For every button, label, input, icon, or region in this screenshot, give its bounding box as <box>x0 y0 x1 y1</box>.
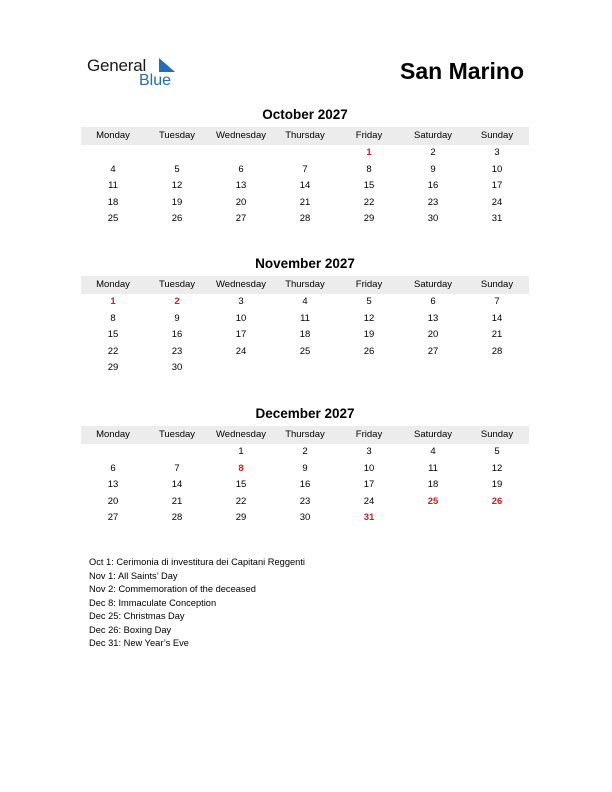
week-row <box>81 360 529 377</box>
day-cell: 19 <box>171 196 183 208</box>
day-cell <box>401 360 465 377</box>
weekday-label: Monday <box>96 429 130 440</box>
day-cell: 10 <box>235 312 247 324</box>
logo-text-blue: Blue <box>139 72 172 89</box>
day-cell: 22 <box>235 495 247 507</box>
day-cell: 23 <box>299 495 311 507</box>
day-cell: 10 <box>491 163 503 175</box>
day-cell: 18 <box>427 479 439 491</box>
weekday-label: Saturday <box>413 279 453 290</box>
day-cell: 18 <box>107 196 119 208</box>
weekday-label: Thursday <box>285 429 325 440</box>
weekday-label: Friday <box>355 279 383 290</box>
weekday-label: Tuesday <box>158 279 196 290</box>
day-cell: 5 <box>494 446 500 457</box>
day-cell: 26 <box>363 345 375 357</box>
weekday-header-row <box>81 426 529 444</box>
day-cell: 17 <box>235 329 247 341</box>
month-title: December 2027 <box>255 406 355 421</box>
day-cell: 18 <box>299 329 311 341</box>
week-row <box>81 494 529 511</box>
day-cell: 6 <box>430 296 436 307</box>
holiday-list-item: Dec 25: Christmas Day <box>89 611 185 621</box>
month-december <box>81 405 529 527</box>
day-cell: 12 <box>491 462 503 474</box>
weekday-label: Sunday <box>480 279 514 290</box>
day-cell: 8 <box>366 163 372 175</box>
day-cell: 3 <box>366 446 372 457</box>
day-cell: 20 <box>107 495 119 507</box>
day-cell: 16 <box>299 479 311 491</box>
holiday-day-cell: 1 <box>110 296 116 307</box>
holiday-list-item: Nov 1: All Saints’ Day <box>89 570 178 581</box>
weekday-label: Tuesday <box>158 429 196 440</box>
day-cell: 20 <box>427 329 439 341</box>
country-title: San Marino <box>400 58 524 84</box>
day-cell <box>465 510 529 527</box>
day-cell: 24 <box>363 495 375 507</box>
week-row <box>81 311 529 328</box>
day-cell <box>209 360 273 377</box>
day-cell <box>401 510 465 527</box>
day-cell <box>337 360 401 377</box>
day-cell: 19 <box>491 479 503 491</box>
day-cell <box>273 360 337 377</box>
day-cell: 16 <box>171 329 183 341</box>
holiday-list-item: Nov 2: Commemoration of the deceased <box>89 584 256 594</box>
day-cell: 13 <box>107 479 119 491</box>
day-cell: 11 <box>108 180 118 192</box>
weekday-label: Monday <box>96 130 130 141</box>
weekday-label: Wednesday <box>216 429 266 440</box>
day-cell <box>81 145 145 162</box>
day-cell: 10 <box>363 462 375 474</box>
day-cell: 7 <box>302 163 308 175</box>
day-cell <box>81 444 145 461</box>
day-cell: 12 <box>171 180 183 192</box>
day-cell: 9 <box>302 462 308 474</box>
day-cell: 23 <box>427 196 439 208</box>
week-row <box>81 510 529 527</box>
holiday-day-cell: 26 <box>491 495 503 507</box>
holiday-day-cell: 31 <box>363 512 375 524</box>
day-cell: 8 <box>110 312 116 324</box>
day-cell: 6 <box>110 462 116 474</box>
day-cell: 24 <box>235 345 247 357</box>
day-cell: 5 <box>174 163 180 175</box>
day-cell: 6 <box>238 163 244 175</box>
day-cell: 3 <box>238 296 244 307</box>
week-row <box>81 327 529 344</box>
week-row <box>81 178 529 195</box>
weekday-label: Wednesday <box>216 130 266 141</box>
week-row <box>81 162 529 179</box>
day-cell: 11 <box>300 312 310 324</box>
day-cell: 15 <box>235 479 247 491</box>
day-cell: 9 <box>430 163 436 175</box>
day-cell <box>145 444 209 461</box>
day-cell: 15 <box>363 180 375 192</box>
day-cell: 14 <box>299 180 311 192</box>
day-cell: 13 <box>427 312 439 324</box>
weekday-label: Monday <box>96 279 130 290</box>
day-cell: 17 <box>491 180 503 192</box>
day-cell: 30 <box>171 362 183 374</box>
day-cell: 3 <box>494 147 500 158</box>
month-weeks <box>81 145 529 228</box>
day-cell: 28 <box>491 345 503 357</box>
week-row <box>81 344 529 361</box>
day-cell: 16 <box>427 180 439 192</box>
holiday-day-cell: 25 <box>427 495 439 507</box>
day-cell <box>145 145 209 162</box>
day-cell: 2 <box>302 446 308 457</box>
day-cell: 21 <box>171 495 183 507</box>
week-row <box>81 444 529 461</box>
day-cell: 27 <box>427 345 439 357</box>
month-weeks <box>81 444 529 527</box>
day-cell: 1 <box>238 446 244 457</box>
day-cell: 22 <box>363 196 375 208</box>
holiday-day-cell: 1 <box>366 147 372 158</box>
week-row <box>81 195 529 212</box>
day-cell: 24 <box>491 196 503 208</box>
day-cell: 29 <box>235 512 247 524</box>
day-cell: 2 <box>430 147 436 158</box>
weekday-header-row <box>81 127 529 145</box>
day-cell: 5 <box>366 296 372 307</box>
holiday-day-cell: 8 <box>238 462 244 474</box>
day-cell: 7 <box>174 462 180 474</box>
month-title: October 2027 <box>262 107 348 122</box>
day-cell <box>465 360 529 377</box>
day-cell: 26 <box>171 213 183 225</box>
day-cell: 21 <box>299 196 311 208</box>
holiday-list-item: Dec 31: New Year’s Eve <box>89 638 189 648</box>
weekday-label: Sunday <box>480 429 514 440</box>
holiday-list <box>89 556 305 651</box>
day-cell: 27 <box>235 213 247 225</box>
generalblue-logo <box>87 56 187 92</box>
week-row <box>81 211 529 228</box>
logo-text-general: General <box>87 56 147 75</box>
day-cell: 4 <box>302 296 308 307</box>
holiday-list-item: Dec 8: Immaculate Conception <box>89 597 217 608</box>
day-cell: 12 <box>363 312 375 324</box>
weekday-label: Thursday <box>285 279 325 290</box>
month-title: November 2027 <box>255 256 355 271</box>
week-row <box>81 461 529 478</box>
weekday-header-row <box>81 276 529 294</box>
day-cell: 25 <box>299 345 311 357</box>
week-row <box>81 145 529 162</box>
day-cell: 13 <box>235 180 247 192</box>
holiday-day-cell: 2 <box>174 296 180 307</box>
day-cell: 14 <box>491 312 503 324</box>
day-cell: 27 <box>107 512 119 524</box>
day-cell: 15 <box>107 329 119 341</box>
day-cell: 17 <box>363 479 375 491</box>
day-cell: 29 <box>363 213 375 225</box>
day-cell: 28 <box>299 213 311 225</box>
weekday-label: Sunday <box>480 130 514 141</box>
weekday-label: Saturday <box>413 130 453 141</box>
day-cell: 19 <box>363 329 375 341</box>
week-row <box>81 477 529 494</box>
holiday-list-item: Oct 1: Cerimonia di investitura dei Capitani Reggenti <box>89 557 306 567</box>
day-cell: 28 <box>171 512 183 524</box>
weekday-label: Saturday <box>413 429 453 440</box>
day-cell <box>209 145 273 162</box>
day-cell: 25 <box>107 213 119 225</box>
day-cell: 23 <box>171 345 183 357</box>
day-cell: 29 <box>107 362 119 374</box>
day-cell: 21 <box>491 329 503 341</box>
day-cell: 20 <box>235 196 247 208</box>
month-november <box>81 255 529 377</box>
day-cell <box>273 145 337 162</box>
day-cell: 30 <box>427 213 439 225</box>
weekday-label: Friday <box>355 429 383 440</box>
day-cell: 14 <box>171 479 183 491</box>
weekday-label: Tuesday <box>158 130 196 141</box>
day-cell: 22 <box>107 345 119 357</box>
weekday-label: Thursday <box>285 130 325 141</box>
day-cell: 9 <box>174 312 180 324</box>
weekday-label: Friday <box>355 130 383 141</box>
weekday-label: Wednesday <box>216 279 266 290</box>
day-cell: 4 <box>110 163 116 175</box>
day-cell: 30 <box>299 512 311 524</box>
day-cell: 4 <box>430 446 436 457</box>
month-weeks <box>81 294 529 377</box>
holiday-list-item: Dec 26: Boxing Day <box>89 624 172 635</box>
week-row <box>81 294 529 311</box>
day-cell: 31 <box>491 213 503 225</box>
day-cell: 7 <box>494 296 500 307</box>
month-october <box>81 106 529 228</box>
day-cell: 11 <box>428 462 438 474</box>
